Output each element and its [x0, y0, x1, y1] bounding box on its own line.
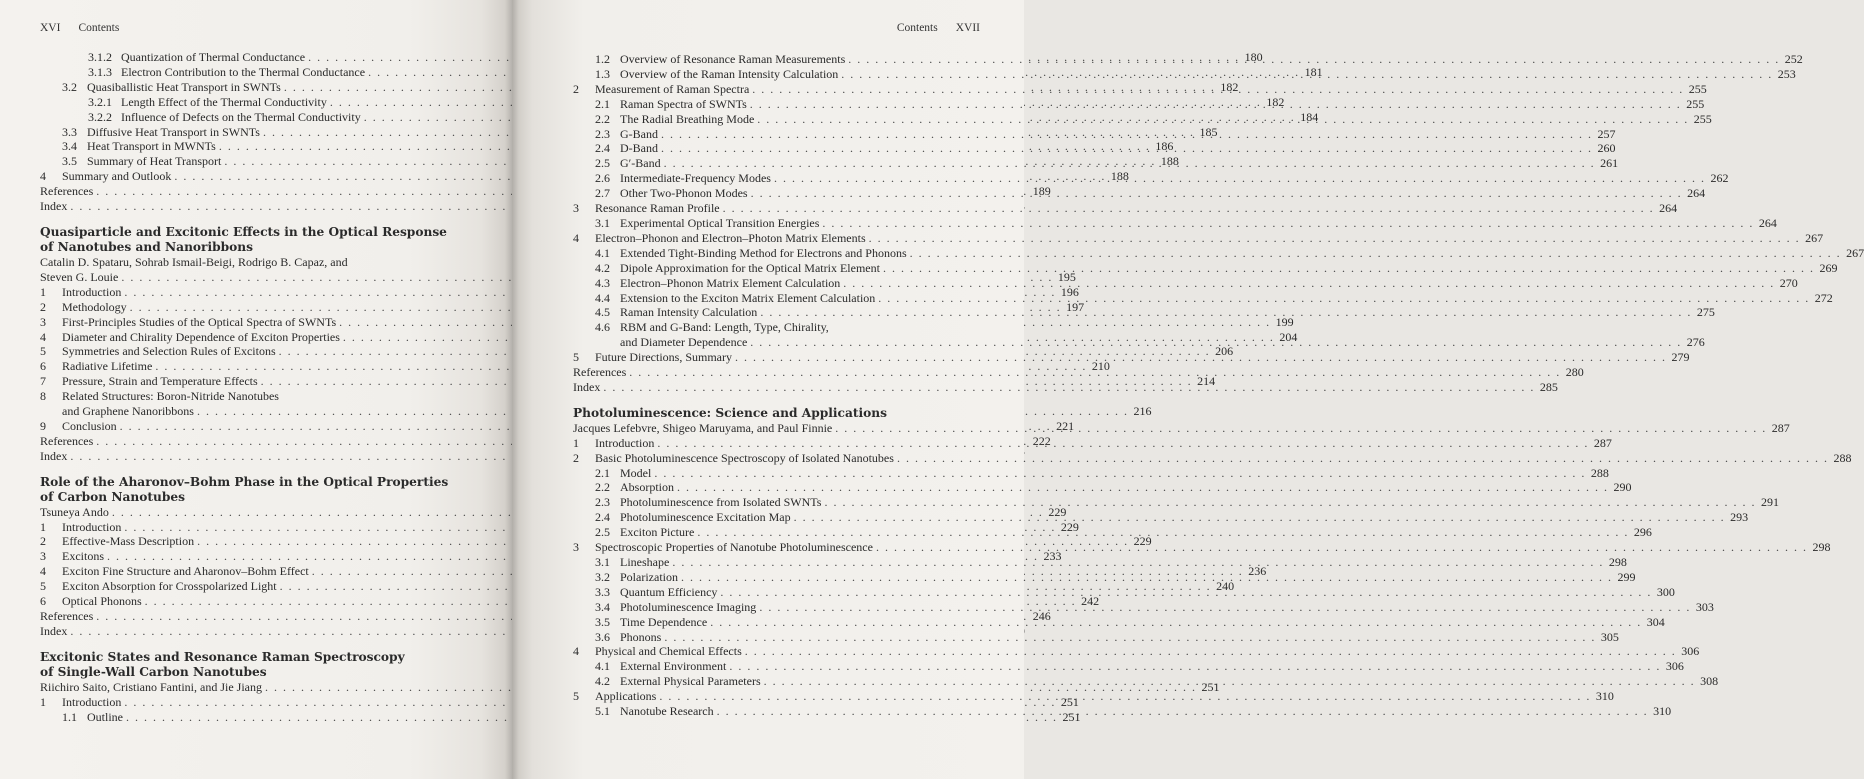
toc-entry-page: 279 — [1671, 350, 1690, 365]
toc-entry-title: Quantum Efficiency — [620, 584, 718, 599]
toc-entry[interactable]: 4.6 RBM and G-Band: Length, Type, Chirality, — [595, 320, 829, 335]
dot-leader — [752, 79, 1684, 97]
toc-entry-title: D-Band — [620, 141, 658, 156]
toc-entry[interactable]: Steven G. Louie . . . 195 — [40, 270, 456, 285]
toc-entry-title: Length Effect of the Thermal Conductivity — [121, 94, 327, 109]
toc-entry-title: Excitons — [62, 549, 104, 564]
toc-entry-title: External Physical Parameters — [620, 674, 761, 689]
toc-entry-page: 304 — [1646, 614, 1665, 629]
left-running-title: Contents — [78, 22, 120, 34]
toc-entry-number: 2.2 — [595, 111, 610, 126]
toc-entry-title: Summary and Outlook — [62, 169, 172, 184]
toc-entry-page: 300 — [1656, 584, 1675, 599]
toc-entry-page: 188 — [1160, 154, 1179, 169]
chapter-authors[interactable]: Riichiro Saito, Cristiano Fantini, and Jie Jiang . . . 251 — [40, 680, 456, 695]
toc-entry-page: 306 — [1681, 644, 1700, 659]
toc-entry-number: 5 — [40, 344, 46, 359]
toc-entry-page: 262 — [1710, 171, 1729, 186]
toc-entry-title: Photoluminescence Imaging — [620, 599, 757, 614]
toc-entry-title: Electron–Phonon Matrix Element Calculation — [620, 275, 841, 290]
toc-entry-title: The Radial Breathing Mode — [620, 111, 755, 126]
chapter-author[interactable]: Tsuneya Ando . . . 229 — [40, 505, 456, 520]
toc-entry-number: 2.6 — [595, 171, 610, 186]
toc-entry-number: 4 — [573, 230, 579, 245]
toc-entry-page: 246 — [1032, 609, 1051, 623]
toc-entry-page: 257 — [1597, 126, 1616, 141]
toc-entry-title: Measurement of Raman Spectra — [595, 81, 750, 96]
toc-entry-page: 264 — [1687, 186, 1706, 201]
toc-entry-title: References — [40, 184, 94, 199]
toc-entry-title: Introduction — [62, 519, 122, 534]
toc-entry-page: 206 — [1215, 344, 1234, 359]
toc-entry-number: 3.1.2 — [88, 50, 112, 64]
toc-entry-page: 189 — [1032, 184, 1051, 199]
toc-entry-title: Influence of Defects on the Thermal Conductivity — [121, 109, 361, 124]
right-running-head — [897, 22, 980, 34]
toc-entry-page: 288 — [1590, 465, 1609, 480]
dot-leader — [664, 156, 1596, 171]
toc-entry-number: 3.5 — [595, 614, 610, 629]
toc-entry-page: 229 — [1133, 534, 1152, 549]
toc-entry-title: Quantization of Thermal Conductance — [121, 50, 306, 64]
toc-entry-title: Time Dependence — [620, 614, 708, 629]
toc-entry-title: Optical Phonons — [62, 594, 142, 609]
toc-entry-number: 3.4 — [595, 599, 610, 614]
toc-entry-continuation[interactable]: and Graphene Nanoribbons . . . 216 — [40, 404, 456, 419]
toc-entry-title: Summary of Heat Transport — [87, 154, 222, 169]
toc-entry-number: 4.5 — [595, 305, 610, 320]
toc-entry-page: 290 — [1613, 480, 1632, 495]
toc-entry-number: 3.1 — [595, 555, 610, 569]
toc-entry[interactable] — [40, 418, 1075, 434]
dot-leader — [876, 540, 1808, 555]
toc-entry-number: 1 — [573, 435, 579, 450]
toc-entry-number: 9 — [40, 418, 46, 433]
toc-entry-number: 2 — [40, 299, 46, 314]
toc-entry-number: 4 — [40, 564, 46, 579]
toc-entry-page: 222 — [1032, 433, 1051, 448]
dot-leader — [657, 433, 1589, 451]
toc-entry-title: Dipole Approximation for the Optical Matrix Element — [620, 260, 880, 275]
dot-leader — [720, 585, 1652, 600]
toc-entry-number: 2 — [573, 450, 579, 465]
toc-entry-title: Applications — [595, 689, 657, 704]
dot-leader — [745, 644, 1677, 659]
toc-entry-number: 4.2 — [595, 674, 610, 689]
toc-entry[interactable] — [40, 624, 456, 639]
right-running-title: Contents — [896, 22, 938, 34]
dot-leader — [603, 380, 1535, 395]
toc-entry-title: Outline — [87, 709, 123, 724]
dot-leader — [897, 451, 1829, 466]
right-folio: XVII — [955, 22, 980, 34]
toc-entry-page: 298 — [1812, 540, 1831, 555]
toc-entry-number: 3.3 — [62, 124, 77, 139]
toc-entry-page: 186 — [1155, 139, 1174, 154]
dot-leader — [843, 276, 1775, 291]
toc-entry-number: 3.1.3 — [88, 64, 112, 79]
toc-entry-number: 3.2.2 — [88, 109, 112, 124]
toc-entry[interactable] — [573, 450, 1852, 466]
toc-entry-title: Exciton Absorption for Crosspolarized Light — [62, 579, 277, 594]
toc-entry-page: 199 — [1275, 314, 1294, 329]
chapter-authors: Catalin D. Spataru, Sohrab Ismail-Beigi, Rodrigo B. Capaz, and — [40, 254, 348, 269]
toc-entry-number: 5 — [573, 350, 579, 365]
toc-entry-title: G′-Band — [620, 156, 661, 171]
toc-entry-page: 229 — [1060, 519, 1079, 534]
toc-entry-title: Symmetries and Selection Rules of Excitons — [62, 344, 276, 359]
toc-entry-number: 3 — [40, 549, 46, 564]
toc-entry[interactable] — [573, 644, 1700, 659]
toc-entry[interactable] — [573, 659, 1684, 674]
dot-leader — [664, 630, 1596, 645]
toc-entry[interactable] — [573, 230, 1824, 246]
toc-entry-page: 214 — [1197, 374, 1216, 389]
toc-entry-page: 240 — [1216, 579, 1235, 594]
toc-entry[interactable] — [573, 245, 1864, 261]
dot-leader — [878, 291, 1810, 306]
toc-entry-page: 285 — [1539, 379, 1558, 394]
toc-entry-title: Exciton Picture — [620, 525, 695, 540]
toc-entry-page: 182 — [1220, 79, 1239, 94]
dot-leader — [750, 94, 1682, 112]
toc-entry-number: 4 — [40, 169, 46, 184]
toc-entry-page: 275 — [1696, 305, 1715, 320]
toc-entry[interactable] — [573, 495, 1779, 510]
toc-entry-title: Introduction — [62, 694, 122, 709]
chapter-title-quasiparticle: Quasiparticle and Excitonic Effects in the Optical Response of Nanotubes and Nanoribbons — [40, 224, 447, 254]
toc-entry-title: Effective-Mass Description — [62, 534, 195, 549]
toc-entry-page: 303 — [1695, 599, 1714, 614]
chapter-title-photoluminescence: Photoluminescence: Science and Applications — [573, 405, 887, 420]
toc-entry-page: 270 — [1779, 275, 1798, 290]
toc-entry-title: Physical and Chemical Effects — [595, 644, 742, 659]
toc-entry-title: Index — [573, 379, 601, 394]
toc-entry-title: Methodology — [62, 299, 127, 314]
toc-entry-title: Polarization — [620, 569, 678, 584]
toc-entry-page: 255 — [1686, 96, 1705, 111]
dot-leader — [723, 201, 1655, 216]
toc-entry-page: 181 — [1304, 64, 1323, 79]
toc-entry-number: 2.3 — [595, 126, 610, 141]
toc-entry-number: 2.1 — [595, 96, 610, 111]
toc-entry-number: 3.2.1 — [88, 94, 112, 109]
toc-entry-number: 2.1 — [595, 465, 610, 480]
toc-entry-page: 267 — [1846, 245, 1864, 260]
left-running-head — [40, 22, 119, 34]
toc-entry-title: Photoluminescence Excitation Map — [620, 510, 791, 525]
toc-entry-number: 3.1 — [595, 215, 610, 230]
toc-entry-number: 2.7 — [595, 186, 610, 201]
toc-entry-title: Phonons — [620, 629, 662, 644]
toc-entry-number: 2.4 — [595, 510, 610, 525]
toc-entry-title: Model — [620, 465, 652, 480]
toc-entry[interactable] — [573, 510, 1749, 525]
toc-entry-page: 288 — [1833, 450, 1852, 465]
toc-entry[interactable] — [40, 199, 456, 214]
toc-entry-number: 3.5 — [62, 154, 77, 169]
toc-entry[interactable] — [573, 215, 1777, 231]
toc-entry-title: Basic Photoluminescence Spectroscopy of Isolated Nanotubes — [595, 450, 894, 465]
toc-entry-page: 197 — [1066, 299, 1085, 314]
toc-entry-page: 242 — [1081, 594, 1100, 609]
toc-entry-title: Extended Tight-Binding Method for Electrons and Phonons — [620, 245, 907, 260]
toc-entry[interactable] — [573, 629, 1619, 645]
toc-entry-page: 272 — [1814, 290, 1833, 305]
toc-entry-page: 180 — [1244, 50, 1263, 64]
toc-entry[interactable] — [573, 480, 1632, 495]
dot-leader — [757, 109, 1689, 127]
toc-entry-page: 264 — [1758, 215, 1777, 230]
toc-entry-title: Pressure, Strain and Temperature Effects — [62, 374, 258, 389]
toc-entry-page: 310 — [1595, 689, 1614, 704]
toc-entry-title: Radiative Lifetime — [62, 359, 153, 374]
toc-entry-page: 210 — [1091, 359, 1110, 374]
toc-entry-number: 1.2 — [595, 52, 610, 66]
toc-entry-page: 196 — [1060, 284, 1079, 299]
toc-entry-page: 233 — [1043, 549, 1062, 564]
toc-entry-number: 4.2 — [595, 260, 610, 275]
toc-entry-title: Photoluminescence from Isolated SWNTs — [620, 495, 822, 510]
toc-entry-number: 5 — [573, 689, 579, 704]
toc-entry-title: Electron Contribution to the Thermal Conductance — [121, 64, 366, 79]
toc-entry-page: 261 — [1600, 156, 1619, 171]
toc-entry-page: 298 — [1608, 555, 1627, 569]
toc-entry-continuation[interactable]: and Diameter Dependence . . . 276 — [573, 335, 990, 350]
dot-leader — [751, 186, 1683, 201]
dot-leader — [869, 231, 1801, 246]
dot-leader — [735, 350, 1667, 365]
toc-entry-title: Intermediate-Frequency Modes — [620, 171, 771, 186]
toc-entry-page: 306 — [1665, 659, 1684, 674]
dot-leader — [848, 52, 1780, 67]
dot-leader — [672, 555, 1604, 570]
dot-leader — [629, 365, 1561, 380]
toc-entry-page: 299 — [1617, 569, 1636, 584]
toc-entry-page: 251 — [1062, 709, 1081, 724]
toc-entry-page: 253 — [1777, 66, 1796, 81]
toc-entry-number: 7 — [40, 374, 46, 389]
dot-leader — [910, 246, 1842, 261]
toc-entry-title: Other Two-Phonon Modes — [620, 186, 748, 201]
toc-entry-title: References — [40, 609, 94, 623]
dot-leader — [883, 261, 1815, 276]
dot-leader — [659, 689, 1591, 704]
toc-entry-number: 4 — [40, 329, 46, 344]
toc-entry-page: 280 — [1565, 365, 1584, 380]
toc-entry-page: 287 — [1593, 435, 1612, 450]
dot-leader — [710, 615, 1642, 630]
dot-leader — [822, 216, 1754, 231]
dot-leader — [661, 124, 1593, 142]
toc-entry-page: 293 — [1730, 510, 1749, 525]
toc-entry-number: 4.3 — [595, 275, 610, 290]
toc-entry-title: Raman Spectra of SWNTs — [620, 96, 747, 111]
toc-entry-number: 3.3 — [595, 584, 610, 599]
dot-leader — [729, 659, 1661, 674]
toc-entry-number: 2.3 — [595, 495, 610, 510]
toc-entry-page: 185 — [1199, 124, 1218, 139]
toc-entry-number: 1.1 — [62, 709, 77, 724]
toc-entry[interactable] — [573, 674, 1719, 689]
toc-entry-title: Introduction — [595, 435, 655, 450]
toc-entry-page: 255 — [1688, 81, 1707, 96]
dot-leader — [661, 141, 1593, 156]
toc-entry-title: References — [573, 365, 627, 380]
toc-entry-title: Quasiballistic Heat Transport in SWNTs — [87, 79, 281, 94]
toc-entry-title: Index — [40, 448, 68, 463]
toc-entry-page: 308 — [1700, 674, 1719, 689]
toc-entry-page: 264 — [1659, 201, 1678, 216]
toc-entry-title: Electron–Phonon and Electron–Photon Matrix Elements — [595, 230, 866, 245]
toc-entry-title: Index — [40, 623, 68, 638]
toc-entry-page: 269 — [1819, 260, 1838, 275]
dot-leader — [774, 171, 1706, 186]
toc-entry-title: Exciton Fine Structure and Aharonov–Bohm Effect — [62, 564, 309, 579]
dot-leader — [697, 525, 1629, 540]
chapter-authors[interactable]: Jacques Lefebvre, Shigeo Maruyama, and Paul Finnie . . . 287 — [573, 421, 990, 436]
dot-leader — [824, 495, 1756, 510]
toc-entry-page: 182 — [1266, 94, 1285, 109]
toc-entry-number: 2 — [40, 534, 46, 549]
toc-entry-number: 4 — [573, 644, 579, 659]
toc-entry-number: 1 — [40, 284, 46, 299]
toc-entry-title: Extension to the Exciton Matrix Element Calculation — [620, 290, 876, 305]
toc-entry-title: Lineshape — [620, 555, 670, 569]
toc-entry-title: References — [40, 433, 94, 448]
toc-entry-title: Conclusion — [62, 418, 117, 433]
toc-entry-title: Index — [40, 199, 68, 214]
toc-entry-number: 5 — [40, 579, 46, 594]
toc-entry-number: 3.2 — [595, 569, 610, 584]
toc-entry-title: External Environment — [620, 659, 727, 674]
toc-entry-title: Absorption — [620, 480, 674, 495]
toc-entry-page: 236 — [1248, 564, 1267, 579]
dot-leader — [760, 305, 1692, 320]
toc-entry-title: Future Directions, Summary — [595, 350, 732, 365]
toc-entry-number: 2.5 — [595, 156, 610, 171]
toc-entry[interactable] — [40, 329, 1298, 345]
toc-entry-page: 255 — [1693, 111, 1712, 126]
toc-entry-number: 3.4 — [62, 139, 77, 154]
toc-entry-number: 1 — [40, 519, 46, 534]
toc-entry-title: Resonance Raman Profile — [595, 201, 720, 216]
toc-entry-title: Nanotube Research — [620, 704, 714, 719]
toc-entry-number: 6 — [40, 594, 46, 609]
toc-entry-number: 3 — [573, 201, 579, 216]
toc-entry-title: First-Principles Studies of the Optical Spectra of SWNTs — [62, 314, 337, 329]
toc-entry-page: 260 — [1597, 141, 1616, 156]
toc-entry-number: 2.2 — [595, 480, 610, 495]
toc-entry-number: 4.1 — [595, 245, 610, 260]
toc-entry[interactable] — [573, 465, 1609, 481]
toc-entry-number: 3 — [573, 540, 579, 555]
chapter-title-excitonic-raman: Excitonic States and Resonance Raman Spectroscopy of Single-Wall Carbon Nanotubes — [40, 649, 405, 679]
toc-entry-number: 5.1 — [595, 704, 610, 719]
toc-entry-page: 296 — [1633, 525, 1652, 540]
dot-leader — [794, 510, 1726, 525]
dot-leader — [681, 570, 1613, 585]
dot-leader — [654, 466, 1586, 481]
toc-entry-page: 305 — [1600, 629, 1619, 644]
dot-leader — [677, 480, 1609, 495]
toc-entry-title: Experimental Optical Transition Energies — [620, 215, 820, 230]
toc-entry-number: 4.4 — [595, 290, 610, 305]
toc-entry-number: 3.2 — [62, 79, 77, 94]
toc-entry-page: 310 — [1653, 704, 1672, 719]
toc-entry-number: 1 — [40, 694, 46, 709]
left-folio: XVI — [40, 22, 61, 34]
toc-entry-page: 204 — [1279, 329, 1298, 344]
dot-leader — [764, 674, 1696, 689]
toc-entry[interactable] — [573, 275, 1798, 291]
toc-entry-page: 251 — [1060, 694, 1079, 709]
toc-entry-number: 2 — [573, 81, 579, 96]
toc-entry-page: 291 — [1760, 495, 1779, 510]
toc-entry[interactable] — [573, 201, 1678, 216]
dot-leader — [759, 600, 1691, 615]
toc-entry-number: 3.6 — [595, 629, 610, 644]
toc-entry-page: 252 — [1784, 52, 1803, 66]
dot-leader — [841, 64, 1773, 82]
toc-entry-title: Diffusive Heat Transport in SWNTs — [87, 124, 260, 139]
toc-entry-title: Overview of Resonance Raman Measurements — [620, 52, 846, 66]
toc-entry-title: G-Band — [620, 126, 658, 141]
toc-entry-page: 221 — [1056, 418, 1075, 433]
toc-entry-title: Heat Transport in MWNTs — [87, 139, 216, 154]
toc-entry-title: Overview of the Raman Intensity Calculation — [620, 66, 839, 81]
toc-entry-title: Spectroscopic Properties of Nanotube Photoluminescence — [595, 540, 873, 555]
toc-entry-title: Introduction — [62, 284, 122, 299]
toc-entry-page: 267 — [1805, 230, 1824, 245]
toc-entry-number: 1.3 — [595, 66, 610, 81]
toc-entry[interactable]: 8 Related Structures: Boron-Nitride Nanotubes — [40, 389, 279, 404]
toc-entry[interactable] — [573, 260, 1838, 276]
toc-entry-number: 4.1 — [595, 659, 610, 674]
toc-entry-title: Raman Intensity Calculation — [620, 305, 758, 320]
toc-entry-page: 188 — [1110, 169, 1129, 184]
toc-entry-number: 2.5 — [595, 525, 610, 540]
toc-entry-title: Diameter and Chirality Dependence of Exciton Properties — [62, 329, 340, 344]
dot-leader — [717, 704, 1649, 719]
toc-entry[interactable] — [40, 449, 456, 464]
chapter-title-aharonov-bohm: Role of the Aharonov–Bohm Phase in the Optical Properties of Carbon Nanotubes — [40, 474, 449, 504]
toc-entry-number: 3 — [40, 314, 46, 329]
toc-entry-number: 2.4 — [595, 141, 610, 156]
toc-entry-page: 184 — [1300, 109, 1319, 124]
toc-entry-number: 6 — [40, 359, 46, 374]
